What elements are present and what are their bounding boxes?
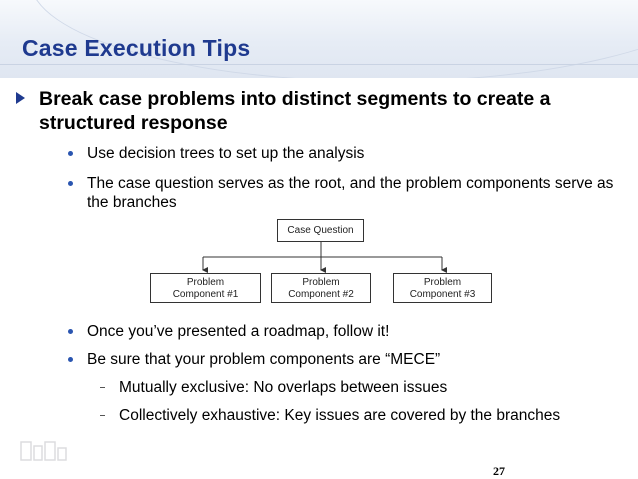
tree-root-box [277, 219, 364, 242]
dot-bullet-icon [68, 357, 73, 362]
watermark-logo-icon [20, 440, 68, 462]
sub-bullet-text: Once you’ve presented a roadmap, follow it! [87, 323, 390, 340]
mece-point-text: Mutually exclusive: No overlaps between issues [119, 379, 448, 396]
sub-bullet-text: Use decision trees to set up the analysis [87, 145, 365, 162]
main-bullet-text: Break case problems into distinct segments to create a structured response [39, 88, 551, 134]
dash-bullet-icon [100, 387, 105, 388]
tree-branch-label: Component #2 [288, 288, 354, 300]
sub-bullet [68, 350, 628, 369]
tree-branch-label: Problem [186, 277, 225, 288]
tree-branch-label: Problem [302, 277, 340, 288]
tree-root-label: Case Question [287, 225, 354, 236]
sub-bullet [68, 322, 628, 341]
page-number: 27 [493, 464, 505, 478]
slide-title: Case Execution Tips [22, 35, 251, 61]
dot-bullet-icon [68, 329, 73, 334]
dash-bullet-icon [100, 415, 105, 416]
tree-branch-label: Component #1 [172, 288, 239, 300]
mece-point [100, 406, 638, 425]
mece-point-text: Collectively exhaustive: Key issues are covered by the branches [119, 407, 561, 424]
sub-bullet-text: Be sure that your problem components are “MECE” [87, 351, 441, 368]
tree-branch-box [393, 273, 492, 303]
tree-branch-box [150, 273, 261, 303]
sub-bullet-text: The case question serves as the root, and the problem components serve as the branches [87, 175, 614, 211]
tree-branch-label: Component #3 [409, 288, 476, 300]
tree-branch-label: Problem [423, 277, 462, 288]
tree-branch-box [271, 273, 371, 303]
mece-point [100, 378, 638, 397]
